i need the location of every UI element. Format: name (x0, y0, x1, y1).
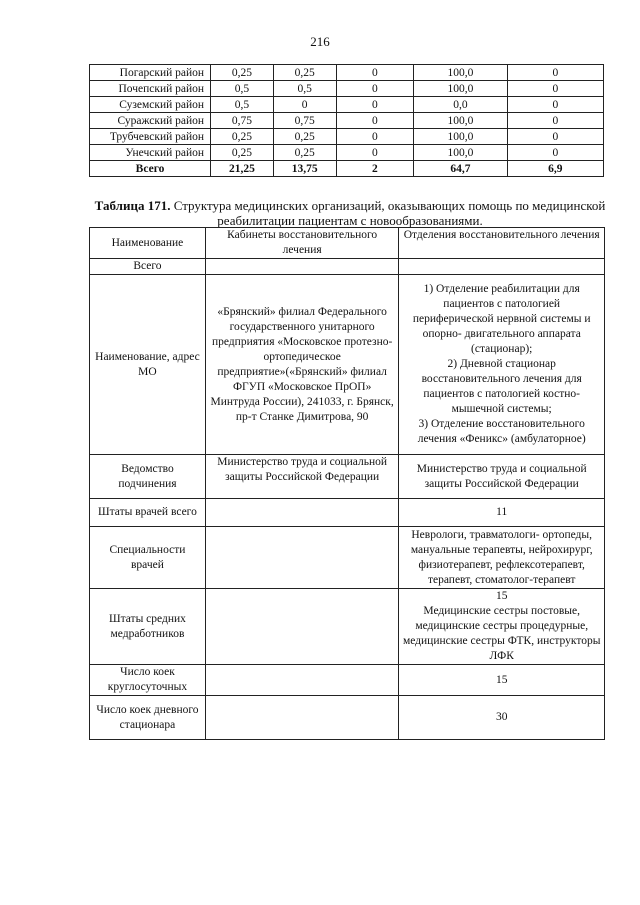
header-name: Наименование (90, 228, 206, 259)
beds-24h-row (90, 665, 605, 696)
nurses-list: Медицинские сестры постовые, медицинские сестры процедурные, медицинские сестры ФТК, инструкторы ЛФК (402, 605, 601, 662)
department-item-2: 2) Дневной стационар восстановительного лечения для пациентов с патологией костно-мышечной системы; (421, 358, 582, 415)
region-name: Почепский район (90, 81, 211, 97)
beds-day-row (90, 696, 605, 740)
total-col3 (399, 259, 605, 275)
region-value-c1: 0,5 (211, 81, 274, 97)
total-col2 (205, 259, 399, 275)
nurses-departments (399, 589, 605, 665)
region-value-c4: 100,0 (414, 81, 507, 97)
nurses-cabinets (205, 589, 399, 665)
table-row (90, 81, 604, 97)
region-value-c1: 0,25 (211, 145, 274, 161)
region-value-c1: 0,5 (211, 97, 274, 113)
name-address-row (90, 275, 605, 455)
name-address-cabinets: «Брянский» филиал Федерального государственного унитарного предприятия «Московское протезно-ортопедическое предприятие»(«Брянский» филиал ФГУП «Московское ПрОП» Минтруда России), 241033, г. Брянск, пр-т Станке Димитрова, 90 (205, 275, 399, 455)
ministry-label: Ведомство подчинения (90, 455, 206, 499)
table-row (90, 113, 604, 129)
region-value-c3: 0 (336, 145, 414, 161)
ministry-departments: Министерство труда и социальной защиты Российской Федерации (399, 455, 605, 499)
region-value-c4: 100,0 (414, 65, 507, 81)
region-name: Трубчевский район (90, 129, 211, 145)
region-value-c4: 100,0 (414, 129, 507, 145)
doctors-row (90, 499, 605, 527)
nurses-row (90, 589, 605, 665)
table-row (90, 97, 604, 113)
name-address-departments (399, 275, 605, 455)
table-row (90, 65, 604, 81)
doctors-label: Штаты врачей всего (90, 499, 206, 527)
total-row (90, 161, 604, 177)
region-value-c3: 0 (336, 129, 414, 145)
beds-24h-departments: 15 (399, 665, 605, 696)
table-row (90, 145, 604, 161)
region-value-c3: 0 (336, 65, 414, 81)
structure-table (89, 227, 605, 740)
specialties-departments: Неврологи, травматологи- ортопеды, мануальные терапевты, нейрохирург, физиотерапевт, рефлексотерапевт, терапевт, стоматолог-терапевт (399, 527, 605, 589)
region-value-c4: 100,0 (414, 113, 507, 129)
region-name: Унечский район (90, 145, 211, 161)
name-address-label: Наименование, адрес МО (90, 275, 206, 455)
doctors-departments: 11 (399, 499, 605, 527)
region-value-c1: 0,25 (211, 65, 274, 81)
region-value-c5: 0 (507, 81, 603, 97)
caption-text: Структура медицинских организаций, оказывающих помощь по медицинской реабилитации пациентам с новообразованиями. (173, 198, 606, 228)
region-value-c4: 100,0 (414, 145, 507, 161)
region-value-c1: 0,75 (211, 113, 274, 129)
ministry-cabinets: Министерство труда и социальной защиты Российской Федерации (205, 455, 399, 499)
region-value-c2: 0,25 (273, 129, 336, 145)
table-caption (90, 198, 610, 228)
region-value-c1: 21,25 (211, 161, 274, 177)
nurses-label: Штаты средних медработников (90, 589, 206, 665)
page-number: 216 (310, 34, 330, 49)
header-cabinets: Кабинеты восстановительного лечения (205, 228, 399, 259)
region-name: Суражский район (90, 113, 211, 129)
region-value-c5: 0 (507, 145, 603, 161)
beds-day-cabinets (205, 696, 399, 740)
department-item-3: 3) Отделение восстановительного лечения «Феникс» (амбулаторное) (417, 418, 586, 445)
department-item-1: 1) Отделение реабилитации для пациентов с патологией периферической нервной системы и опорно- двигательного аппарата (стационар); (412, 283, 591, 355)
region-value-c2: 13,75 (273, 161, 336, 177)
region-value-c3: 0 (336, 97, 414, 113)
region-value-c2: 0,25 (273, 145, 336, 161)
region-name: Суземский район (90, 97, 211, 113)
specialties-row (90, 527, 605, 589)
region-value-c1: 0,25 (211, 129, 274, 145)
beds-day-departments: 30 (399, 696, 605, 740)
region-value-c5: 6,9 (507, 161, 603, 177)
region-value-c2: 0 (273, 97, 336, 113)
header-row (90, 228, 605, 259)
region-value-c4: 64,7 (414, 161, 507, 177)
region-value-c5: 0 (507, 97, 603, 113)
region-value-c3: 0 (336, 113, 414, 129)
region-name: Погарский район (90, 65, 211, 81)
beds-24h-label: Число коек круглосуточных (90, 665, 206, 696)
specialties-label: Специальности врачей (90, 527, 206, 589)
region-value-c2: 0,5 (273, 81, 336, 97)
caption-label: Таблица 171. (94, 198, 171, 213)
beds-day-label: Число коек дневного стационара (90, 696, 206, 740)
ministry-row (90, 455, 605, 499)
region-value-c5: 0 (507, 113, 603, 129)
table-row (90, 129, 604, 145)
region-value-c3: 0 (336, 81, 414, 97)
doctors-cabinets (205, 499, 399, 527)
region-name: Всего (90, 161, 211, 177)
total-label: Всего (90, 259, 206, 275)
region-value-c3: 2 (336, 161, 414, 177)
region-value-c4: 0,0 (414, 97, 507, 113)
region-value-c2: 0,25 (273, 65, 336, 81)
beds-24h-cabinets (205, 665, 399, 696)
region-value-c5: 0 (507, 129, 603, 145)
region-value-c5: 0 (507, 65, 603, 81)
total-row (90, 259, 605, 275)
specialties-cabinets (205, 527, 399, 589)
nurses-count: 15 (495, 590, 508, 602)
header-departments: Отделения восстановительного лечения (399, 228, 605, 259)
region-value-c2: 0,75 (273, 113, 336, 129)
regions-table (89, 64, 604, 177)
